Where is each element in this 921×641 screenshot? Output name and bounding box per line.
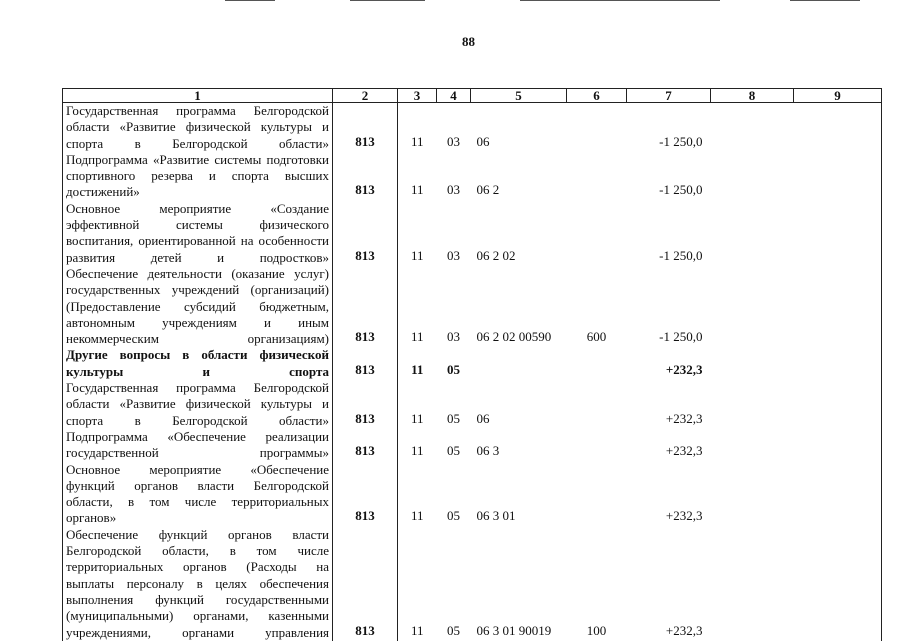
cell-c8	[711, 347, 794, 380]
cell-c2: 813	[333, 152, 398, 201]
cell-c3: 11	[410, 329, 424, 345]
cell-c9	[794, 462, 882, 527]
cell-c8	[711, 266, 794, 347]
page-number: 88	[462, 34, 475, 49]
table-row	[63, 103, 882, 152]
cell-c6	[567, 152, 627, 201]
table-row	[63, 527, 882, 641]
cell-c8	[711, 380, 794, 429]
row-description: Государственная программа Белгородской области «Развитие физической культуры и спорта в Белгородской области»	[63, 380, 333, 429]
cell-c2: 813	[333, 429, 398, 462]
header-row	[63, 89, 882, 103]
cell-c2: 813	[333, 347, 398, 380]
table-row	[63, 462, 882, 527]
row-description: Основное мероприятие «Обеспечение функций органов власти Белгородской области, в том числе территориальных органов»	[63, 462, 333, 527]
cell-c8	[711, 527, 794, 641]
cell-c5: 06	[476, 133, 490, 149]
cell-c9	[794, 266, 882, 347]
cell-c3: 11	[410, 443, 424, 459]
cell-c6: 600	[586, 329, 607, 345]
cell-c2: 813	[333, 462, 398, 527]
row-description: Основное мероприятие «Создание эффективной системы физического воспитания, ориентированной на особенности развития детей и подростков»	[63, 201, 333, 266]
cell-c7: -1 250,0	[659, 247, 703, 263]
cell-c3: 11	[410, 410, 424, 426]
cell-c3: 11	[410, 247, 424, 263]
row-description: Обеспечение функций органов власти Белгородской области, в том числе территориальных органов (Расходы на выплаты персоналу в целях обеспечения выполнения функций государственными (муниципальными) органами, казенными учреждениями, органами управления	[63, 527, 333, 641]
cell-c9	[794, 380, 882, 429]
cell-c7: -1 250,0	[659, 182, 703, 198]
cell-c5: 06 2 02	[476, 247, 516, 263]
cell-c7: +232,3	[665, 622, 703, 638]
cell-c8	[711, 462, 794, 527]
cell-c6	[567, 429, 627, 462]
cell-c2: 813	[333, 527, 398, 641]
row-description: Подпрограмма «Развитие системы подготовки спортивного резерва и спорта высших достижений»	[63, 152, 333, 201]
cell-c3: 11	[410, 133, 424, 149]
column-header-2: 2	[333, 89, 398, 103]
table-row	[63, 201, 882, 266]
cell-c4: 05	[447, 361, 460, 377]
cell-c8	[711, 103, 794, 152]
cell-c9	[794, 347, 882, 380]
column-header-9: 9	[794, 89, 882, 103]
cell-c4: 03	[447, 329, 460, 345]
cell-c8	[711, 152, 794, 201]
cell-c9	[794, 152, 882, 201]
cell-c2: 813	[333, 201, 398, 266]
cell-c3: 11	[410, 508, 424, 524]
row-description: Обеспечение деятельности (оказание услуг) государственных учреждений (организаций) (Предоставление субсидий бюджетным, автономным учреждениям и иным некоммерческим организациям)	[63, 266, 333, 347]
cell-c9	[794, 527, 882, 641]
cell-c6	[567, 103, 627, 152]
cell-c9	[794, 103, 882, 152]
cell-c6	[567, 462, 627, 527]
cell-c7: +232,3	[665, 410, 703, 426]
cell-c4: 05	[447, 622, 460, 638]
column-header-3: 3	[398, 89, 437, 103]
cell-c7: +232,3	[665, 508, 703, 524]
cell-c3: 11	[411, 361, 424, 377]
cell-c7: +232,3	[665, 361, 703, 377]
cell-c6: 100	[586, 622, 607, 638]
table-row	[63, 347, 882, 380]
scan-edge-line	[350, 0, 425, 1]
cell-c5: 06	[476, 410, 490, 426]
scan-edge-line	[520, 0, 720, 1]
column-header-6: 6	[567, 89, 627, 103]
cell-c4: 03	[447, 133, 460, 149]
row-description: Другие вопросы в области физической культуры и спорта	[63, 347, 333, 380]
scan-edge-line	[790, 0, 860, 1]
column-header-1: 1	[63, 89, 333, 103]
cell-c5: 06 3 01 90019	[476, 622, 552, 638]
table-row	[63, 152, 882, 201]
cell-c6	[567, 201, 627, 266]
cell-c5	[471, 347, 567, 380]
column-header-5: 5	[471, 89, 567, 103]
row-description: Государственная программа Белгородской области «Развитие физической культуры и спорта в Белгородской области»	[63, 103, 333, 152]
cell-c2: 813	[333, 266, 398, 347]
cell-c6	[567, 347, 627, 380]
cell-c9	[794, 429, 882, 462]
column-header-8: 8	[711, 89, 794, 103]
cell-c7: -1 250,0	[659, 329, 703, 345]
cell-c5: 06 3	[476, 443, 500, 459]
scan-edge-line	[225, 0, 275, 1]
cell-c8	[711, 429, 794, 462]
cell-c9	[794, 201, 882, 266]
table-row	[63, 266, 882, 347]
cell-c8	[711, 201, 794, 266]
row-description: Подпрограмма «Обеспечение реализации государственной программы»	[63, 429, 333, 462]
cell-c3: 11	[410, 182, 424, 198]
cell-c2: 813	[333, 380, 398, 429]
cell-c7: -1 250,0	[659, 133, 703, 149]
cell-c7: +232,3	[665, 443, 703, 459]
budget-table-container	[62, 88, 881, 640]
cell-c5: 06 3 01	[476, 508, 516, 524]
cell-c4: 03	[447, 247, 460, 263]
cell-c2: 813	[333, 103, 398, 152]
cell-c4: 05	[447, 508, 460, 524]
table-row	[63, 380, 882, 429]
table-row	[63, 429, 882, 462]
cell-c5: 06 2 02 00590	[476, 329, 552, 345]
cell-c4: 05	[447, 410, 460, 426]
cell-c4: 05	[447, 443, 460, 459]
column-header-4: 4	[437, 89, 471, 103]
cell-c5: 06 2	[476, 182, 500, 198]
budget-table	[62, 88, 882, 641]
cell-c6	[567, 380, 627, 429]
cell-c3: 11	[410, 622, 424, 638]
column-header-7: 7	[627, 89, 711, 103]
cell-c4: 03	[447, 182, 460, 198]
